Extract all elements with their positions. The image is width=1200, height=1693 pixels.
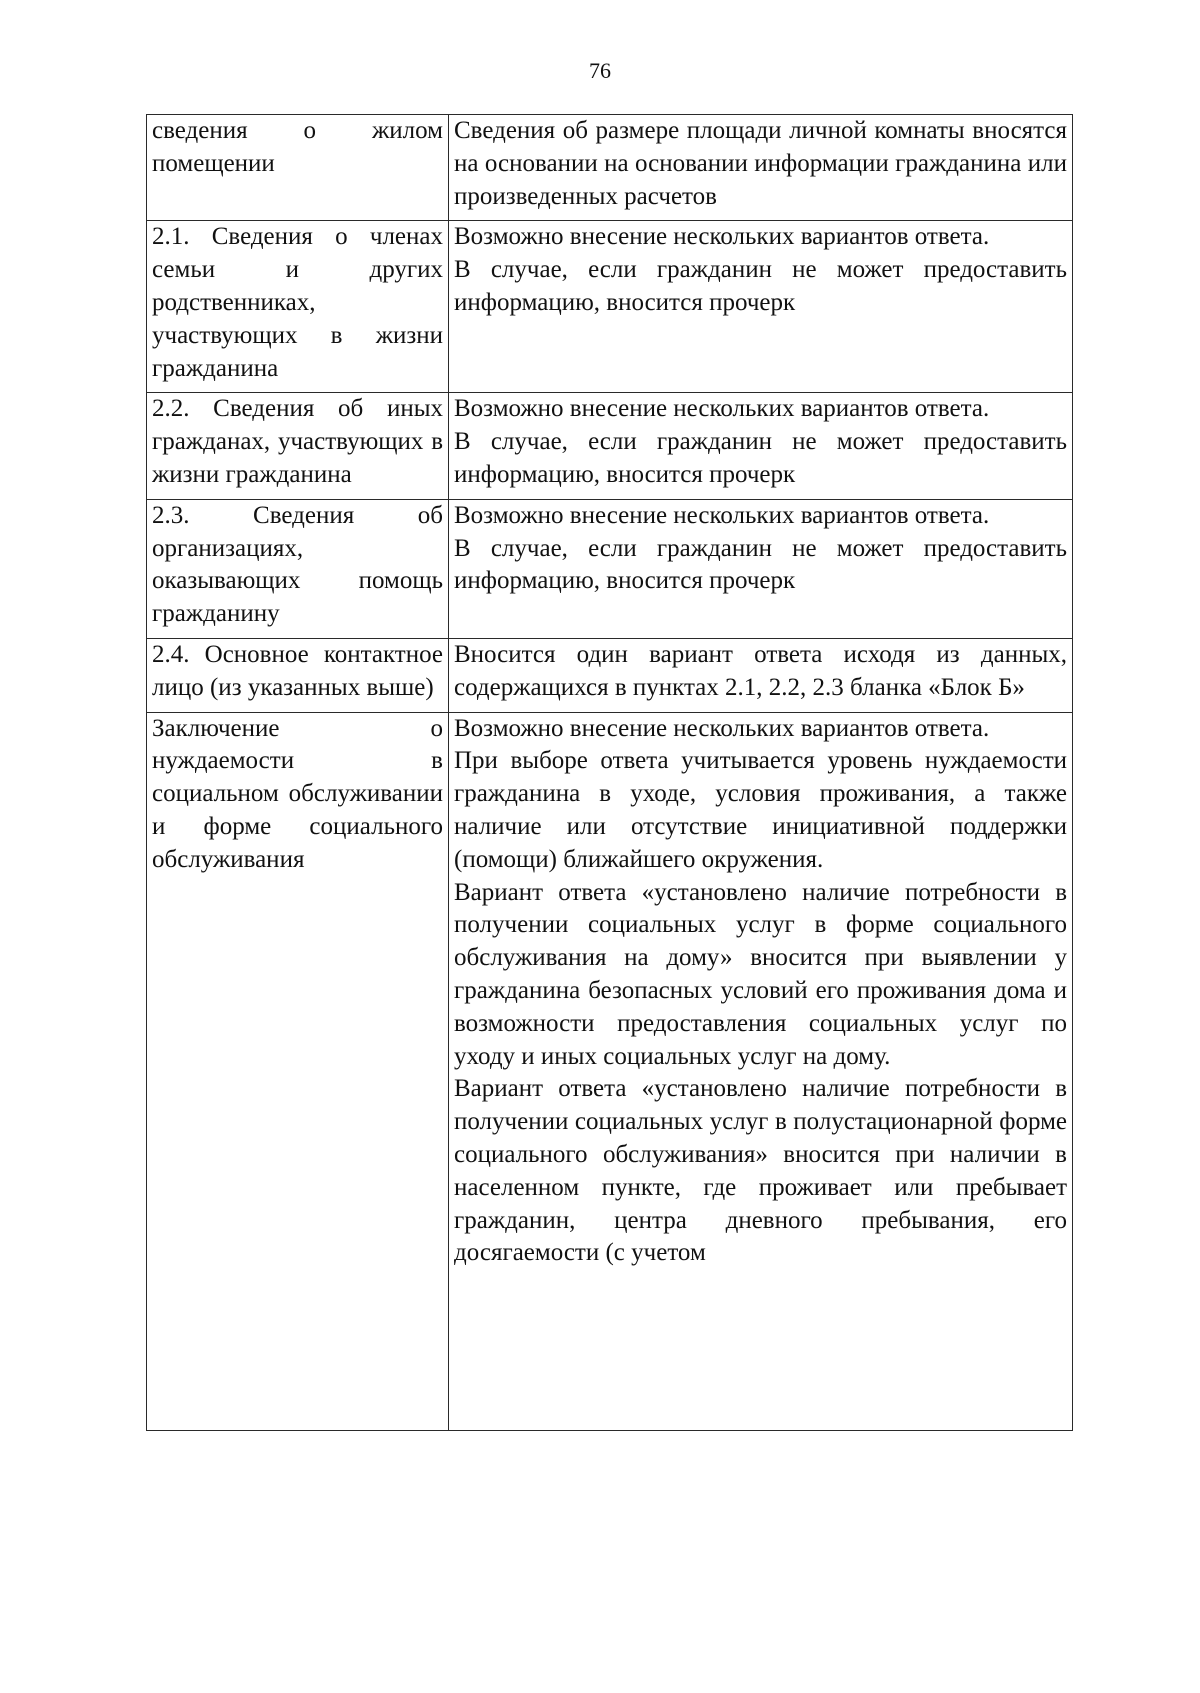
table-row	[147, 499, 1073, 638]
description-paragraph: Возможно внесение нескольких вариантов ответа.	[454, 395, 990, 423]
table-row	[147, 221, 1073, 393]
description-paragraph: В случае, если гражданин не может предоставить информацию, вносится прочерк	[454, 256, 1067, 316]
table-row	[147, 712, 1073, 1430]
field-name-text: 2.1. Сведения о членах семьи и других родственниках, участвующих в жизни гражданина	[152, 223, 443, 382]
description-paragraph: Возможно внесение нескольких вариантов ответа.	[454, 223, 990, 251]
field-description-cell	[449, 221, 1073, 393]
table-row	[147, 115, 1073, 221]
description-paragraph: Возможно внесение нескольких вариантов ответа.	[454, 714, 990, 742]
field-description-cell	[449, 712, 1073, 1430]
document-table	[146, 114, 1073, 1431]
description-paragraph: Сведения об размере площади личной комнаты вносятся на основании на основании информации гражданина или произведенных расчетов	[454, 117, 1067, 210]
description-paragraph: Вносится один вариант ответа исходя из данных, содержащихся в пунктах 2.1, 2.2, 2.3 бланка «Блок Б»	[454, 640, 1067, 701]
field-name-text: 2.3. Сведения об организациях, оказывающих помощь гражданину	[152, 501, 443, 628]
field-name-cell	[147, 393, 449, 499]
description-paragraph: Вариант ответа «установлено наличие потребности в получении социальных услуг в полустационарной форме социального обслуживания» вносится при наличии в населенном пункте, где проживает или пребывает гражданин, центра дневного пребывания, его досягаемости (с учетом	[454, 1075, 1067, 1267]
field-name-text: 2.2. Сведения об иных гражданах, участвующих в жизни гражданина	[152, 395, 443, 488]
field-description-cell	[449, 499, 1073, 638]
description-paragraph: В случае, если гражданин не может предоставить информацию, вносится прочерк	[454, 428, 1067, 488]
field-name-text: Заключение о нуждаемости в социальном обслуживании и форме социального обслуживания	[152, 714, 443, 873]
field-name-text: сведения о жилом помещении	[152, 117, 443, 177]
field-description-cell	[449, 115, 1073, 221]
page-number: 76	[589, 58, 611, 83]
description-paragraph: В случае, если гражданин не может предоставить информацию, вносится прочерк	[454, 534, 1067, 595]
field-name-cell	[147, 712, 449, 1430]
field-name-cell	[147, 221, 449, 393]
field-name-cell	[147, 499, 449, 638]
table-row	[147, 638, 1073, 712]
table-row	[147, 393, 1073, 499]
field-name-cell	[147, 638, 449, 712]
field-name-cell	[147, 115, 449, 221]
field-description-cell	[449, 638, 1073, 712]
description-paragraph: Вариант ответа «установлено наличие потребности в получении социальных услуг в форме социального обслуживания на дому» вносится при выявлении у гражданина безопасных условий его проживания дома и возможности предоставления социальных услуг по уходу и иных социальных услуг на дому.	[454, 878, 1067, 1070]
description-paragraph: При выборе ответа учитывается уровень нуждаемости гражданина в уходе, условия проживания, а также наличие или отсутствие инициативной поддержки (помощи) ближайшего окружения.	[454, 747, 1067, 873]
field-name-text: 2.4. Основное контактное лицо (из указанных выше)	[152, 640, 443, 701]
description-paragraph: Возможно внесение нескольких вариантов ответа.	[454, 501, 990, 529]
field-description-cell	[449, 393, 1073, 499]
